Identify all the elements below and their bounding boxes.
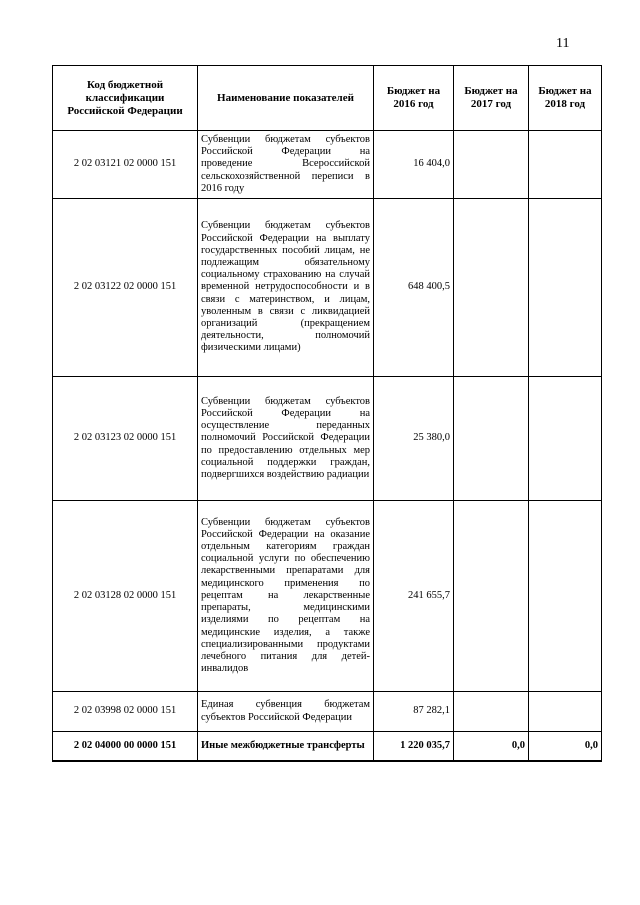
row-value-2016: 648 400,5 xyxy=(374,199,454,377)
row-value-2017 xyxy=(454,501,529,692)
row-code: 2 02 03121 02 0000 151 xyxy=(53,131,198,199)
header-2018: Бюджет на 2018 год xyxy=(529,66,602,131)
header-2017: Бюджет на 2017 год xyxy=(454,66,529,131)
row-name: Субвенции бюджетам субъектов Российской Федерации на выплату государственных пособий лицам, не подлежащим обязательному социальному страхованию на случай временной нетрудоспособности и в связи с материнством, и лицам, уволенным в связи с ликвидацией организаций (прекращением деятельности, полномочий физическими лицами) xyxy=(198,199,374,377)
row-code: 2 02 03998 02 0000 151 xyxy=(53,692,198,732)
page-number: 11 xyxy=(556,36,570,51)
row-name: Единая субвенция бюджетам субъектов Российской Федерации xyxy=(198,692,374,732)
row-value-2018 xyxy=(529,501,602,692)
row-value-2017 xyxy=(454,377,529,501)
row-code: 2 02 03128 02 0000 151 xyxy=(53,501,198,692)
budget-table xyxy=(52,65,602,762)
row-name: Субвенции бюджетам субъектов Российской Федерации на оказание отдельным категориям граждан социальной услуги по обеспечению лекарственными препаратами для медицинского применения по рецептам на лекарственные препараты, медицинскими изделиями по рецептам на медицинские изделия, а также специализированными продуктами лечебного питания для детей-инвалидов xyxy=(198,501,374,692)
table-row xyxy=(53,131,602,199)
total-value-2016: 1 220 035,7 xyxy=(374,732,454,761)
total-name: Иные межбюджетные трансферты xyxy=(198,732,374,761)
row-value-2016: 241 655,7 xyxy=(374,501,454,692)
header-2016: Бюджет на 2016 год xyxy=(374,66,454,131)
total-value-2018: 0,0 xyxy=(529,732,602,761)
table-row xyxy=(53,692,602,732)
row-value-2018 xyxy=(529,131,602,199)
row-code: 2 02 03123 02 0000 151 xyxy=(53,377,198,501)
row-name: Субвенции бюджетам субъектов Российской Федерации на осуществление переданных полномочий Российской Федерации по предоставлению отдельных мер социальной поддержки граждан, подвергшихся воздействию радиации xyxy=(198,377,374,501)
total-code: 2 02 04000 00 0000 151 xyxy=(53,732,198,761)
header-code: Код бюджетной классификации Российской Федерации xyxy=(53,66,198,131)
header-name: Наименование показателей xyxy=(198,66,374,131)
row-value-2017 xyxy=(454,131,529,199)
row-value-2017 xyxy=(454,692,529,732)
row-value-2018 xyxy=(529,377,602,501)
row-value-2017 xyxy=(454,199,529,377)
total-value-2017: 0,0 xyxy=(454,732,529,761)
row-value-2016: 87 282,1 xyxy=(374,692,454,732)
table-header-row xyxy=(53,66,602,131)
row-value-2016: 25 380,0 xyxy=(374,377,454,501)
table-row xyxy=(53,199,602,377)
row-value-2018 xyxy=(529,199,602,377)
table-total-row xyxy=(53,732,602,761)
row-name: Субвенции бюджетам субъектов Российской Федерации на проведение Всероссийской сельскохозяйственной переписи в 2016 году xyxy=(198,131,374,199)
row-code: 2 02 03122 02 0000 151 xyxy=(53,199,198,377)
table-row xyxy=(53,501,602,692)
row-value-2016: 16 404,0 xyxy=(374,131,454,199)
row-value-2018 xyxy=(529,692,602,732)
table-row xyxy=(53,377,602,501)
